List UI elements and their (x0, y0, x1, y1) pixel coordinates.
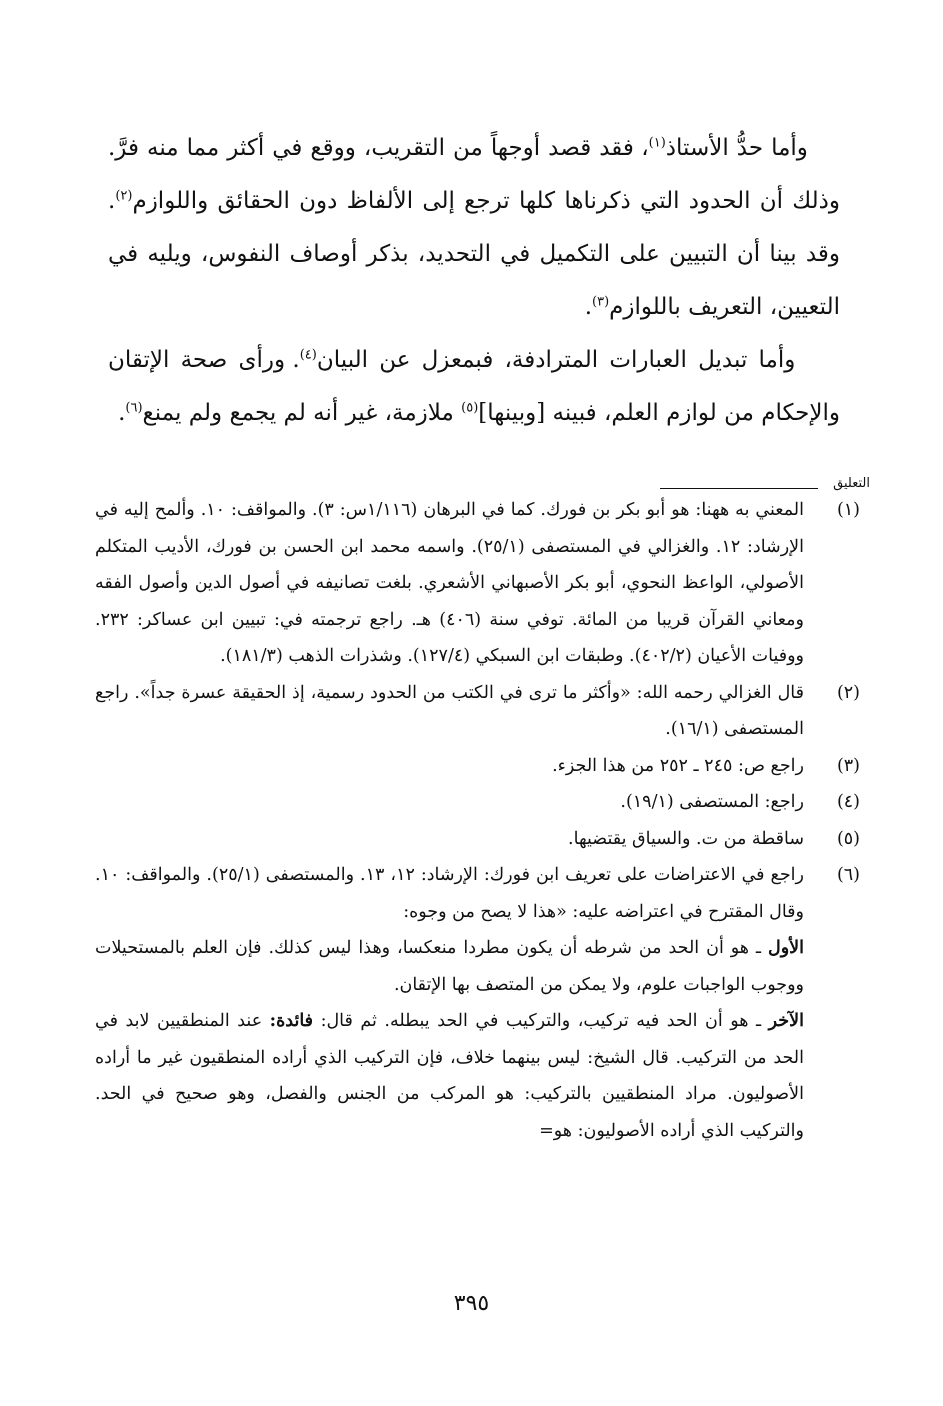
footnote-6 (95, 857, 860, 930)
bold-term: الآخر (768, 1011, 804, 1031)
main-text-segment: ملازمة، غير أنه لم يجمع ولم يمنع (142, 400, 462, 426)
main-text-segment: . ورأى صحة الإتقان والإحكام من لوازم العلم، فبينه [وبينها] (108, 347, 840, 426)
main-text-segment: . وقد بينا أن التبيين على التكميل في التحديد، بذكر أوصاف النفوس، ويليه في التعيين، التعريف باللوازم (108, 188, 840, 320)
footnote-6-continuation-1 (95, 930, 804, 1003)
main-paragraph-2 (108, 334, 840, 440)
footnote-ref: (٦) (125, 400, 143, 416)
footnote-ref: (١) (648, 135, 666, 151)
page-number: ٣٩٥ (453, 1291, 490, 1316)
main-text-segment: . (118, 400, 126, 426)
main-text-segment: وأما حدُّ الأستاذ (665, 135, 808, 161)
footnote-text: ـ هو أن الحد فيه تركيب، والتركيب في الحد يبطله. ثم قال: (313, 1011, 769, 1031)
footnote-text: قال الغزالي رحمه الله: «وأكثر ما ترى في الكتب من الحدود رسمية، إذ الحقيقة عسرة جداً». راجع المستصفى (١٦/١). (95, 682, 804, 739)
separator-label: التعليق (833, 476, 870, 491)
footnote-text: راجع في الاعتراضات على تعريف ابن فورك: الإرشاد: ١٢، ١٣. والمستصفى (٢٥/١). والمواقف: ١٠. وقال المقترح في اعتراضه عليه: «هذا لا يصح من وجوه: (95, 865, 804, 922)
footnote-text: عند المنطقيين لابد في الحد من التركيب. قال الشيخ: ليس بينهما خلاف، فإن التركيب الذي أراده المنطقيون غير ما أراده الأصوليون. مراد المنطقيين بالتركيب: هو المركب من الجنس والفصل، وهو صحيح في الحد. والتركيب الذي أراده الأصوليون: هو= (95, 1011, 804, 1141)
footnote-ref: (٤) (299, 347, 317, 363)
footnote-text: راجع ص: ٢٤٥ ـ ٢٥٢ من هذا الجزء. (552, 755, 804, 776)
footnote-number: (٦) (836, 865, 860, 885)
footnote-ref: (٥) (461, 400, 479, 416)
footnote-number: (٢) (836, 682, 860, 703)
footnote-text: راجع: المستصفى (١٩/١). (620, 792, 804, 812)
footnote-number: (١) (836, 500, 860, 520)
separator-line (660, 488, 818, 489)
footnote-text: المعني به ههنا: هو أبو بكر بن فورك. كما في البرهان (١/١١٦س: ٣). والمواقف: ١٠. وألمح إليه في الإرشاد: ١٢. والغزالي في المستصفى (٢٥/١). واسمه محمد ابن الحسن بن فورك، الأديب المتكلم الأصولي، الواعظ النحوي، أبو بكر الأصبهاني الأشعري. بلغت تصانيفه في أصول الدين وأصول الفقه ومعاني القرآن قريبا من المائة. توفي سنة (٤٠٦) هـ. راجع ترجمته في: تبيين ابن عساكر: ٢٣٢. ووفيات الأعيان (٤٠٢/٢). وطبقات ابن السبكي (١٢٧/٤). وشذرات الذهب (١٨١/٣). (95, 500, 805, 666)
bold-term: الأول (767, 938, 804, 958)
main-paragraph-1 (108, 122, 840, 334)
footnote-number: (٥) (836, 828, 860, 849)
footnotes (95, 492, 860, 1149)
main-text (108, 122, 840, 440)
footnote-4 (95, 784, 860, 821)
bold-term: فائدة: (269, 1011, 314, 1031)
footnote-text: ـ هو أن الحد من شرطه أن يكون مطردا منعكسا، وهذا ليس كذلك. فإن العلم بالمستحيلات ووجوب الواجبات علوم، ولا يمكن من المتصف بها الإتقان. (95, 938, 804, 995)
main-text-segment: وأما تبديل العبارات المترادفة، فبمعزل عن البيان (316, 347, 796, 373)
footnote-text: ساقطة من ت. والسياق يقتضيها. (568, 828, 804, 849)
footnote-1 (95, 492, 860, 675)
footnote-6-continuation-2 (95, 1003, 804, 1149)
footnote-ref: (٣) (592, 294, 610, 310)
main-text-segment: ، فقد قصد أوجهاً من التقريب، ووقع في أكثر مما منه فرَّ. وذلك أن الحدود التي ذكرناها كلها ترجع إلى الألفاظ دون الحقائق واللوازم (108, 135, 840, 214)
footnote-number: (٤) (836, 792, 860, 812)
footnote-number: (٣) (836, 755, 860, 776)
main-text-segment: . (584, 294, 592, 320)
footnote-separator (660, 474, 870, 494)
footnote-5 (95, 821, 860, 858)
footnote-ref: (٢) (115, 188, 133, 204)
footnote-3 (95, 748, 860, 785)
footnote-2 (95, 675, 860, 748)
